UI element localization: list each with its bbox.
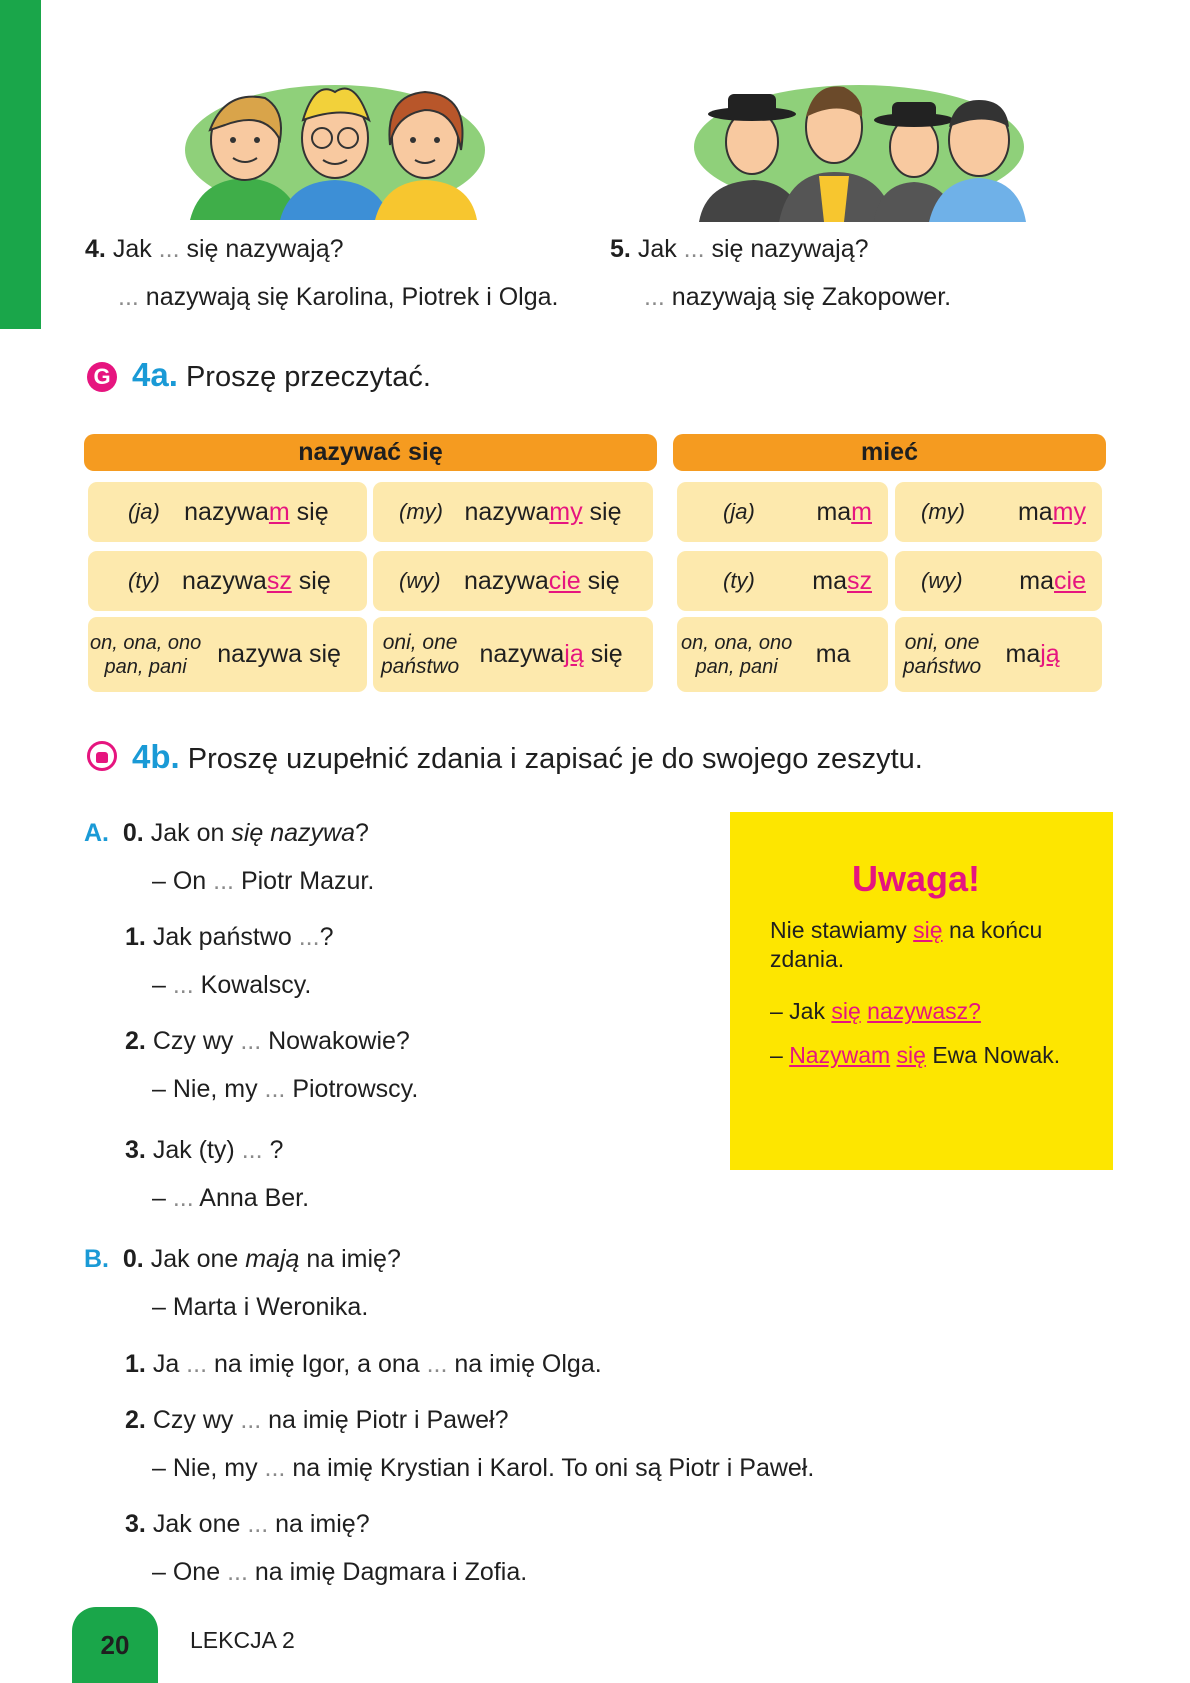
uwaga-note-box [730, 812, 1113, 1170]
exercise-a-item-1-answer: – ... Kowalscy. [152, 971, 312, 999]
blank-dots: ... [683, 235, 705, 263]
bag-icon [87, 741, 117, 771]
page-number: 20 [72, 1607, 158, 1683]
dialog-5-answer [644, 282, 951, 312]
dialog-4-answer [118, 282, 559, 312]
green-edge-bar [0, 0, 41, 329]
band-illustration [694, 72, 1029, 222]
pronoun-label: (wy) [921, 568, 963, 593]
answer-text: nazywają się Zakopower. [671, 283, 952, 311]
blank-dots: ... [118, 283, 139, 311]
exercise-b-item-0-answer: – Marta i Weronika. [152, 1293, 369, 1321]
verb-form: nazywam się [184, 497, 329, 526]
verb-form: nazywasz się [182, 566, 331, 595]
exercise-a-item-3-answer: – ... Anna Ber. [152, 1184, 310, 1212]
section-4a-heading [132, 357, 431, 395]
conjugation-cell [88, 482, 367, 542]
conjugation-cell [677, 482, 888, 542]
question-text: Jak [112, 235, 152, 263]
grammar-icon: G [87, 362, 117, 392]
section-number: 4b. [132, 738, 180, 775]
verb-form: masz [812, 566, 872, 595]
exercise-b-item-3-question: 3. Jak one ... na imię? [125, 1510, 370, 1538]
exercise-a-item-2-question: 2. Czy wy ... Nowakowie? [125, 1027, 410, 1055]
exercise-a-item-0-question: A. 0. Jak on się nazywa? [84, 819, 369, 847]
exercise-b-item-2-question: 2. Czy wy ... na imię Piotr i Paweł? [125, 1406, 509, 1434]
verb-form: ma [815, 640, 851, 668]
exercise-b-item-2-answer: – Nie, my ... na imię Krystian i Karol. To oni są Piotr i Paweł. [152, 1454, 815, 1482]
verb-form: nazywamy się [464, 497, 622, 526]
pronoun-label: (ty) [723, 568, 755, 593]
exercise-a-item-1-question: 1. Jak państwo ...? [125, 923, 334, 951]
section-4b-heading [132, 739, 923, 777]
verb-form: nazywacie się [463, 566, 620, 595]
verb-form: mamy [1017, 497, 1086, 526]
pronoun-label: (ja) [723, 499, 755, 524]
conjugation-cell [895, 551, 1102, 611]
dialog-4-question [85, 234, 344, 264]
section-title: Proszę przeczytać. [185, 361, 431, 393]
dialog-5-question [610, 234, 869, 264]
table-miec-header: mieć [673, 434, 1106, 471]
verb-form: macie [1019, 566, 1086, 595]
question-text: się nazywają? [711, 235, 869, 263]
exercise-b-item-3-answer: – One ... na imię Dagmara i Zofia. [152, 1558, 528, 1586]
children-illustration [185, 70, 490, 220]
question-text: Jak [637, 235, 677, 263]
exercise-label: A. [84, 819, 109, 847]
exercise-a-item-2-answer: – Nie, my ... Piotrowscy. [152, 1075, 419, 1103]
conjugation-cell [895, 482, 1102, 542]
conjugation-cell [373, 551, 653, 611]
exercise-b-item-1-question: 1. Ja ... na imię Igor, a ona ... na imię Olga. [125, 1350, 602, 1378]
pronoun-label: (my) [921, 499, 965, 524]
pronoun-label: (ja) [128, 499, 160, 524]
conjugation-cell [895, 617, 1102, 692]
conjugation-cell [373, 617, 653, 692]
conjugation-cell [373, 482, 653, 542]
lesson-label: LEKCJA 2 [190, 1627, 295, 1653]
pronoun-label: on, ona, ono pan, pani [681, 631, 793, 678]
blank-dots: ... [158, 235, 180, 263]
exercise-label: B. [84, 1245, 109, 1273]
section-title: Proszę uzupełnić zdania i zapisać je do swojego zeszytu. [187, 743, 923, 775]
uwaga-example-1: – Jak się nazywasz? [770, 998, 981, 1024]
pronoun-label: (wy) [399, 568, 441, 593]
dialog-number: 5. [610, 235, 631, 263]
verb-form: nazywają się [479, 640, 623, 668]
verb-form: mają [1005, 640, 1060, 668]
exercise-b-item-0-question: B. 0. Jak one mają na imię? [84, 1245, 401, 1273]
exercise-a-item-3-question: 3. Jak (ty) ... ? [125, 1136, 284, 1164]
exercise-a-item-0-answer: – On ... Piotr Mazur. [152, 867, 375, 895]
section-number: 4a. [132, 356, 178, 393]
pronoun-label: (ty) [128, 568, 160, 593]
uwaga-title: Uwaga! [852, 858, 981, 899]
conjugation-cell [677, 551, 888, 611]
pronoun-label: oni, one państwo [381, 630, 460, 678]
dialog-number: 4. [85, 235, 106, 263]
uwaga-example-2: – Nazywam się Ewa Nowak. [770, 1042, 1061, 1068]
conjugation-cell [677, 617, 888, 692]
verb-form: mam [816, 497, 872, 526]
answer-text: nazywają się Karolina, Piotrek i Olga. [145, 283, 559, 311]
pronoun-label: on, ona, ono pan, pani [90, 631, 202, 678]
blank-dots: ... [644, 283, 665, 311]
question-text: się nazywają? [186, 235, 344, 263]
pronoun-label: (my) [399, 499, 443, 524]
conjugation-cell [88, 551, 367, 611]
pronoun-label: oni, one państwo [903, 630, 982, 678]
uwaga-rule: Nie stawiamy się na końcu zdania. [770, 917, 1043, 972]
conjugation-cell [88, 617, 367, 692]
table-nazywac-header: nazywać się [84, 434, 657, 471]
verb-form: nazywa się [217, 640, 341, 668]
